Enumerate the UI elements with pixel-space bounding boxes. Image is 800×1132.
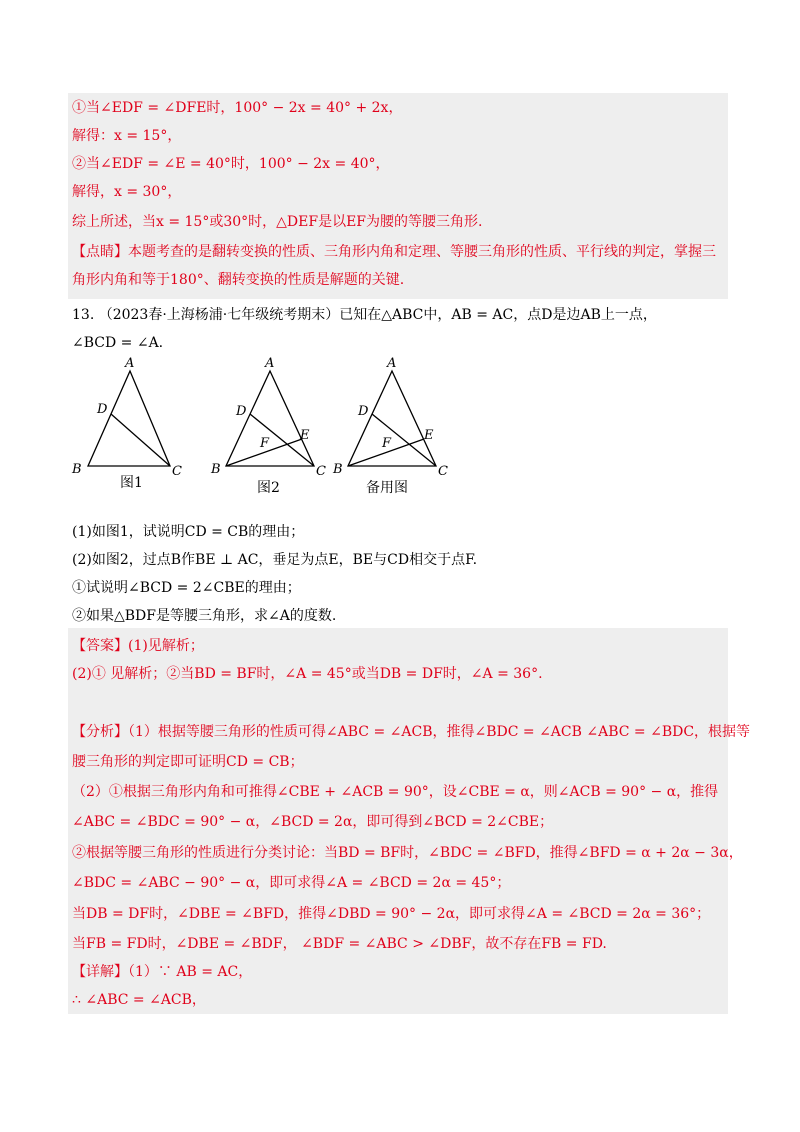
question-stem-1: 13. （2023春·上海杨浦·七年级统考期末）已知在△ABC中，AB = AC，点D是边AB上一点， [72,307,657,323]
part2b-prompt: ②如果△BDF是等腰三角形，求∠A的度数. [72,608,337,624]
solve1-line: 解得：x = 15°， [72,128,182,144]
fig1-label-b: B [72,462,82,477]
case1-line: ①当∠EDF = ∠DFE时，100° − 2x = 40° + 2x， [72,100,403,116]
fig1-label-c: C [172,464,182,479]
fig2-caption: 图2 [257,480,280,496]
answer-line-1: 【答案】(1)见解析； [72,638,204,654]
analysis-line-5: ②根据等腰三角形的性质进行分类讨论：当BD = BF时，∠BDC = ∠BFD，推得∠BFD = α + 2α − 3α， [72,845,743,861]
fig2-label-f: F [260,436,270,451]
dianjing-line-1: 【点睛】本题考查的是翻转变换的性质、三角形内角和定理、等腰三角形的性质、平行线的判定，掌握三 [72,244,716,260]
fig3-label-e: E [424,428,434,443]
fig2-label-a: A [265,356,275,371]
fig3-label-a: A [387,356,397,371]
fig3-label-c: C [438,464,448,479]
summary-line: 综上所述，当x = 15°或30°时，△DEF是以EF为腰的等腰三角形. [72,214,483,230]
solve2-line: 解得，x = 30°， [72,184,182,200]
fig2-label-b: B [211,462,221,477]
dianjing-line-2: 角形内角和等于180°、翻转变换的性质是解题的关键. [72,272,405,288]
fig1-segment-cd [111,414,170,466]
case2-line: ②当∠EDF = ∠E = 40°时，100° − 2x = 40°， [72,156,390,172]
fig3-caption: 备用图 [366,480,408,496]
analysis-line-3: （2）①根据三角形内角和可推得∠CBE + ∠ACB = 90°，设∠CBE = α，则∠ACB = 90° − α，推得 [72,784,719,800]
fig1-triangle [88,371,170,466]
fig2-label-e: E [300,428,310,443]
analysis-line-8: 当FB = FD时，∠DBE = ∠BDF， ∠BDF = ∠ABC > ∠DBF，故不存在FB = FD. [72,936,607,952]
fig3-label-b: B [333,462,343,477]
part2a-prompt: ①试说明∠BCD = 2∠CBE的理由； [72,580,301,596]
part1-prompt: (1)如图1，试说明CD = CB的理由； [72,524,305,540]
fig3-label-f: F [382,436,392,451]
analysis-line-7: 当DB = DF时，∠DBE = ∠BFD，推得∠DBD = 90° − 2α，即可求得∠A = ∠BCD = 2α = 36°； [72,906,711,922]
detail-line-1: 【详解】（1）∵ AB = AC， [72,964,253,980]
fig2-label-c: C [316,464,326,479]
answer-line-2: (2)① 见解析；②当BD = BF时，∠A = 45°或当DB = DF时，∠A = 36°. [72,666,543,682]
analysis-line-6: ∠BDC = ∠ABC − 90° − α，即可求得∠A = ∠BCD = 2α = 45°； [72,875,511,891]
analysis-line-1: 【分析】（1）根据等腰三角形的性质可得∠ABC = ∠ACB，推得∠BDC = ∠ACB ∠ABC = ∠BDC，根据等 [72,724,751,740]
part2-prompt: (2)如图2，过点B作BE ⊥ AC，垂足为点E，BE与CD相交于点F. [72,552,478,568]
question-stem-2: ∠BCD = ∠A. [72,335,164,351]
fig1-label-d: D [97,402,108,417]
geometry-figures [60,355,480,500]
fig3-label-d: D [358,404,369,419]
analysis-line-4: ∠ABC = ∠BDC = 90° − α，∠BCD = 2α，即可得到∠BCD = 2∠CBE； [72,814,554,830]
fig2-label-d: D [236,404,247,419]
fig1-caption: 图1 [120,475,143,491]
detail-line-2: ∴ ∠ABC = ∠ACB， [72,992,206,1008]
fig1-label-a: A [125,356,135,371]
analysis-line-2: 腰三角形的判定即可证明CD = CB； [72,754,304,770]
